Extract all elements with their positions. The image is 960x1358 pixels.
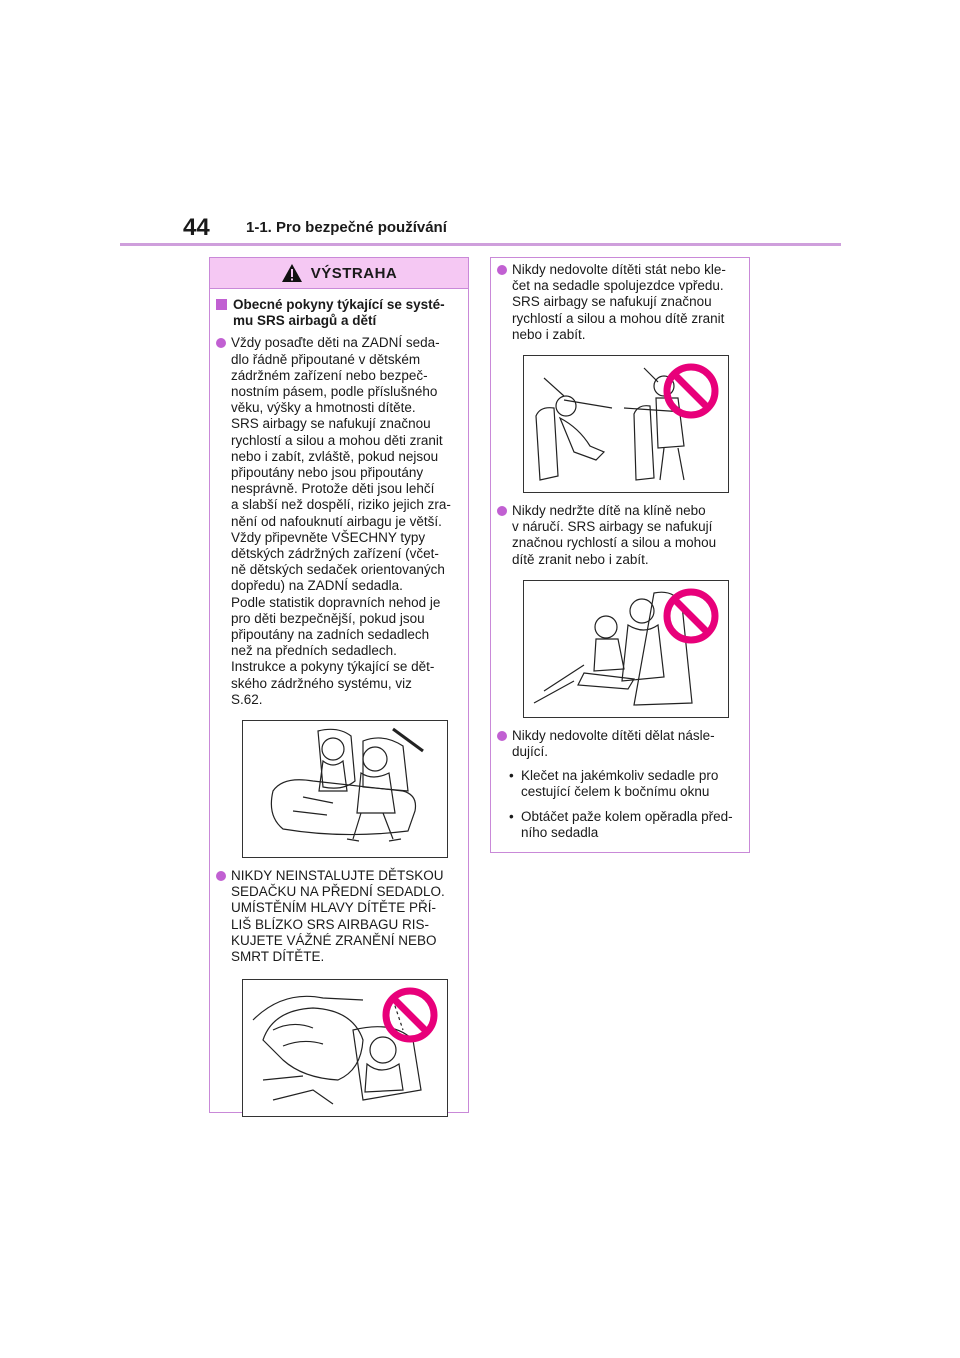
bullet-no-actions: Nikdy nedovolte dítěti dělat násle- dující.	[497, 728, 741, 760]
warning-box-left	[209, 257, 469, 1113]
page-number: 44	[183, 214, 210, 241]
square-bullet-icon	[216, 299, 227, 310]
bullet-never-front-seat: NIKDY NEINSTALUJTE DĚTSKOU SEDAČKU NA PŘEDNÍ SEDADLO. UMÍSTĚNÍM HLAVY DÍTĚTE PŘÍ- LIŠ BLÍZKO SRS AIRBAGU RIS- KUJETE VÁŽNÉ ZRANĚNÍ NEBO SMRT DÍTĚTE.	[216, 868, 460, 965]
round-bullet-icon	[216, 871, 226, 881]
section-title: 1-1. Pro bezpečné používání	[246, 219, 447, 236]
figure-child-on-lap	[523, 580, 729, 718]
warning-header	[210, 258, 468, 289]
bullet-no-lap: Nikdy nedržte dítě na klíně nebo v náručí. SRS airbagy se nafukují značnou rychlostí a silou a mohou dítě zranit nebo i zabít.	[497, 503, 741, 568]
round-bullet-icon	[497, 731, 507, 741]
prohibition-icon	[662, 587, 720, 645]
header-divider	[120, 243, 841, 246]
sub-item-arms: • Obtáčet paže kolem opěradla před- ního sedadla	[509, 808, 733, 840]
warning-label: VÝSTRAHA	[310, 264, 398, 282]
round-bullet-icon	[216, 338, 226, 348]
prohibition-icon	[662, 362, 720, 420]
figure-front-seat-airbag	[242, 979, 448, 1117]
figure-rear-seat-children	[242, 720, 448, 858]
round-bullet-icon	[497, 506, 507, 516]
bullet-rear-seat: Vždy posaďte děti na ZADNÍ seda- dlo řádně připoutané v dětském zádržném zařízení nebo bezpeč- nostním pásem, podle příslušného věku, výšky a hmotnosti dítěte. SRS airbagy se nafukují značnou rychlostí a silou a mohou děti zranit nebo i zabít, zvláště, pokud nejsou připoutány nebo jsou připoutány nesprávně. Protože děti jsou lehčí a slabší než dospělí, riziko jejich zra- nění od nafouknutí airbagu je větší. Vždy připevněte VŠECHNY typy dětských zádržných zařízení (včet- ně dětských sedaček orientovaných dopředu) na ZADNÍ sedadla. Podle statistik dopravních nehod je pro děti bezpečnější, pokud jsou připoutány na zadních sedadlech než na předních sedadlech. Instrukce a pokyny týkající se dět- ského zádržného systému, viz S.62.	[216, 335, 460, 708]
figure-child-standing	[523, 355, 729, 493]
sub-item-kneel: • Klečet na jakémkoliv sedadle pro cestující čelem k bočnímu oknu	[509, 768, 719, 800]
warning-box-right	[490, 257, 750, 853]
warning-heading: Obecné pokyny týkající se systé- mu SRS airbagů a dětí	[216, 297, 460, 329]
warning-triangle-icon	[281, 263, 303, 283]
prohibition-icon	[381, 986, 439, 1044]
round-bullet-icon	[497, 265, 507, 275]
bullet-no-standing: Nikdy nedovolte dítěti stát nebo kle- čet na sedadle spolujezdce vpředu. SRS airbagy se nafukují značnou rychlostí a silou a mohou dítě zranit nebo i zabít.	[497, 262, 741, 343]
